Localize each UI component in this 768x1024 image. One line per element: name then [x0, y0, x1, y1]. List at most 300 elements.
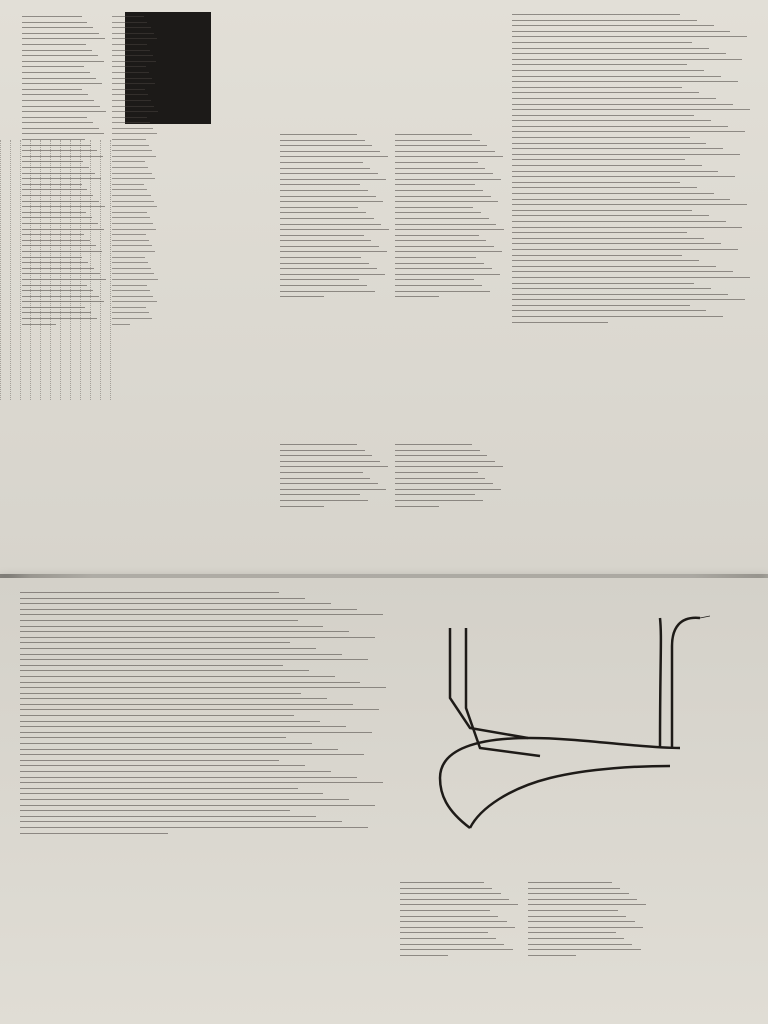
- text-line-placeholder: [112, 318, 152, 319]
- text-line-placeholder: [22, 167, 89, 168]
- text-line-placeholder: [280, 461, 380, 462]
- text-line-placeholder: [112, 285, 147, 286]
- text-line-placeholder: [280, 151, 380, 152]
- text-line-placeholder: [112, 61, 156, 62]
- text-line-placeholder: [112, 161, 145, 162]
- toc-row: [10, 140, 20, 400]
- text-line-placeholder: [400, 916, 498, 917]
- text-line-placeholder: [395, 212, 481, 213]
- text-line-placeholder: [395, 162, 478, 163]
- text-line-placeholder: [512, 148, 723, 149]
- text-line-placeholder: [22, 50, 92, 51]
- text-line-placeholder: [112, 268, 151, 269]
- text-line-placeholder: [112, 178, 155, 179]
- text-line-placeholder: [112, 55, 153, 56]
- text-line-placeholder: [112, 245, 152, 246]
- text-line-placeholder: [112, 66, 146, 67]
- text-line-placeholder: [112, 189, 147, 190]
- text-line-placeholder: [512, 42, 692, 43]
- text-line-placeholder: [512, 104, 733, 105]
- text-line-placeholder: [112, 44, 147, 45]
- text-line-placeholder: [22, 312, 91, 313]
- text-line-placeholder: [22, 150, 97, 151]
- text-line-placeholder: [395, 483, 493, 484]
- text-line-placeholder: [512, 182, 680, 183]
- text-line-placeholder: [512, 59, 742, 60]
- text-line-placeholder: [112, 212, 147, 213]
- text-line-placeholder: [112, 122, 150, 123]
- text-line-placeholder: [400, 927, 515, 928]
- bottom-text-col-2: [528, 878, 648, 1018]
- text-line-placeholder: [22, 273, 100, 274]
- text-line-placeholder: [280, 506, 324, 507]
- text-line-placeholder: [20, 799, 349, 800]
- text-line-placeholder: [22, 122, 93, 123]
- text-line-placeholder: [280, 218, 374, 219]
- text-line-placeholder: [512, 299, 745, 300]
- text-line-placeholder: [280, 179, 386, 180]
- text-column-5: [280, 440, 390, 560]
- text-line-placeholder: [512, 204, 747, 205]
- text-line-placeholder: [280, 251, 387, 252]
- text-line-placeholder: [112, 251, 155, 252]
- text-column-7: [512, 10, 752, 568]
- text-line-placeholder: [512, 64, 687, 65]
- text-line-placeholder: [20, 827, 368, 828]
- text-line-placeholder: [20, 749, 338, 750]
- text-line-placeholder: [395, 207, 473, 208]
- text-line-placeholder: [280, 296, 324, 297]
- text-line-placeholder: [20, 833, 168, 834]
- text-line-placeholder: [22, 44, 86, 45]
- text-line-placeholder: [22, 290, 93, 291]
- text-line-placeholder: [20, 665, 283, 666]
- text-line-placeholder: [20, 721, 320, 722]
- text-line-placeholder: [20, 704, 353, 705]
- text-column-3: [280, 130, 390, 420]
- text-line-placeholder: [512, 120, 711, 121]
- text-line-placeholder: [112, 257, 145, 258]
- text-line-placeholder: [20, 676, 335, 677]
- text-line-placeholder: [400, 921, 507, 922]
- text-line-placeholder: [528, 904, 646, 905]
- text-line-placeholder: [280, 224, 381, 225]
- text-line-placeholder: [22, 133, 104, 134]
- text-line-placeholder: [395, 455, 487, 456]
- text-line-placeholder: [512, 260, 699, 261]
- text-line-placeholder: [400, 955, 448, 956]
- text-line-placeholder: [512, 249, 738, 250]
- text-line-placeholder: [280, 162, 363, 163]
- text-line-placeholder: [395, 190, 483, 191]
- text-line-placeholder: [22, 156, 103, 157]
- text-line-placeholder: [22, 268, 94, 269]
- text-line-placeholder: [112, 223, 153, 224]
- text-line-placeholder: [512, 232, 687, 233]
- text-line-placeholder: [20, 715, 294, 716]
- text-line-placeholder: [112, 94, 148, 95]
- text-line-placeholder: [22, 245, 96, 246]
- text-line-placeholder: [112, 296, 153, 297]
- text-line-placeholder: [20, 754, 364, 755]
- text-line-placeholder: [112, 290, 150, 291]
- text-line-placeholder: [512, 81, 738, 82]
- text-line-placeholder: [395, 257, 476, 258]
- text-line-placeholder: [22, 318, 97, 319]
- text-line-placeholder: [280, 268, 377, 269]
- text-line-placeholder: [512, 137, 690, 138]
- anatomy-figure: [410, 598, 710, 848]
- text-line-placeholder: [512, 271, 733, 272]
- text-line-placeholder: [280, 285, 367, 286]
- text-line-placeholder: [112, 16, 144, 17]
- text-line-placeholder: [280, 240, 371, 241]
- text-line-placeholder: [112, 145, 149, 146]
- text-line-placeholder: [22, 139, 85, 140]
- text-line-placeholder: [112, 38, 157, 39]
- text-line-placeholder: [112, 78, 152, 79]
- text-line-placeholder: [395, 450, 480, 451]
- toc-row: [0, 140, 10, 400]
- text-line-placeholder: [280, 274, 385, 275]
- text-line-placeholder: [512, 294, 728, 295]
- text-line-placeholder: [20, 788, 298, 789]
- text-line-placeholder: [22, 83, 102, 84]
- text-line-placeholder: [112, 262, 148, 263]
- text-line-placeholder: [22, 201, 99, 202]
- text-line-placeholder: [22, 55, 98, 56]
- text-line-placeholder: [395, 184, 475, 185]
- text-line-placeholder: [528, 944, 632, 945]
- text-line-placeholder: [528, 916, 626, 917]
- text-line-placeholder: [395, 268, 492, 269]
- text-line-placeholder: [400, 932, 488, 933]
- text-line-placeholder: [395, 285, 482, 286]
- text-line-placeholder: [395, 156, 503, 157]
- text-line-placeholder: [395, 201, 498, 202]
- text-line-placeholder: [22, 22, 87, 23]
- text-line-placeholder: [280, 229, 389, 230]
- text-line-placeholder: [528, 893, 629, 894]
- text-line-placeholder: [528, 949, 641, 950]
- text-line-placeholder: [112, 195, 151, 196]
- text-line-placeholder: [395, 263, 484, 264]
- text-line-placeholder: [280, 190, 368, 191]
- text-line-placeholder: [112, 139, 146, 140]
- text-line-placeholder: [20, 642, 290, 643]
- text-line-placeholder: [112, 184, 144, 185]
- text-line-placeholder: [20, 609, 357, 610]
- text-line-placeholder: [22, 206, 105, 207]
- text-line-placeholder: [280, 500, 368, 501]
- text-line-placeholder: [512, 131, 745, 132]
- text-line-placeholder: [528, 882, 612, 883]
- text-line-placeholder: [395, 466, 503, 467]
- text-line-placeholder: [512, 243, 721, 244]
- text-line-placeholder: [512, 305, 690, 306]
- text-line-placeholder: [395, 224, 496, 225]
- text-line-placeholder: [280, 201, 383, 202]
- text-line-placeholder: [280, 212, 366, 213]
- text-line-placeholder: [512, 143, 706, 144]
- text-line-placeholder: [395, 235, 479, 236]
- text-line-placeholder: [280, 168, 370, 169]
- text-line-placeholder: [22, 145, 91, 146]
- text-line-placeholder: [22, 33, 99, 34]
- text-line-placeholder: [512, 310, 706, 311]
- text-line-placeholder: [22, 27, 93, 28]
- text-line-placeholder: [512, 76, 721, 77]
- text-line-placeholder: [112, 167, 148, 168]
- text-line-placeholder: [395, 168, 485, 169]
- text-line-placeholder: [20, 709, 379, 710]
- text-line-placeholder: [512, 199, 730, 200]
- text-line-placeholder: [280, 472, 363, 473]
- text-line-placeholder: [528, 927, 643, 928]
- text-line-placeholder: [112, 279, 158, 280]
- text-line-placeholder: [112, 307, 146, 308]
- text-line-placeholder: [512, 126, 728, 127]
- text-line-placeholder: [20, 670, 309, 671]
- text-line-placeholder: [22, 173, 95, 174]
- text-line-placeholder: [395, 472, 478, 473]
- text-line-placeholder: [528, 938, 624, 939]
- text-line-placeholder: [22, 217, 92, 218]
- text-line-placeholder: [280, 235, 364, 236]
- text-line-placeholder: [395, 489, 501, 490]
- text-line-placeholder: [112, 128, 153, 129]
- text-line-placeholder: [512, 187, 697, 188]
- text-line-placeholder: [20, 805, 375, 806]
- text-line-placeholder: [20, 603, 331, 604]
- text-line-placeholder: [112, 150, 152, 151]
- text-line-placeholder: [512, 255, 682, 256]
- text-line-placeholder: [22, 111, 106, 112]
- text-line-placeholder: [512, 283, 694, 284]
- text-line-placeholder: [512, 87, 682, 88]
- text-line-placeholder: [280, 466, 388, 467]
- text-column-4: [395, 130, 505, 420]
- text-line-placeholder: [20, 777, 357, 778]
- text-line-placeholder: [528, 932, 616, 933]
- text-line-placeholder: [512, 210, 692, 211]
- text-line-placeholder: [20, 737, 286, 738]
- text-line-placeholder: [20, 592, 279, 593]
- text-line-placeholder: [512, 227, 742, 228]
- text-line-placeholder: [20, 726, 346, 727]
- text-line-placeholder: [512, 31, 730, 32]
- text-line-placeholder: [22, 212, 86, 213]
- text-line-placeholder: [112, 72, 149, 73]
- text-line-placeholder: [112, 33, 154, 34]
- text-line-placeholder: [22, 89, 82, 90]
- text-line-placeholder: [20, 620, 298, 621]
- text-line-placeholder: [280, 263, 369, 264]
- text-line-placeholder: [280, 291, 375, 292]
- text-line-placeholder: [22, 161, 83, 162]
- bottom-text-col-3: [20, 588, 390, 1018]
- text-line-placeholder: [22, 100, 94, 101]
- text-line-placeholder: [22, 184, 82, 185]
- text-line-placeholder: [20, 659, 368, 660]
- text-line-placeholder: [395, 291, 490, 292]
- text-line-placeholder: [20, 743, 312, 744]
- text-line-placeholder: [395, 274, 500, 275]
- text-line-placeholder: [395, 279, 474, 280]
- text-line-placeholder: [280, 134, 357, 135]
- text-line-placeholder: [22, 16, 82, 17]
- text-line-placeholder: [395, 494, 475, 495]
- text-line-placeholder: [112, 312, 149, 313]
- text-line-placeholder: [395, 196, 491, 197]
- text-line-placeholder: [22, 106, 100, 107]
- text-line-placeholder: [512, 221, 726, 222]
- text-line-placeholder: [20, 693, 301, 694]
- text-line-placeholder: [395, 296, 439, 297]
- text-line-placeholder: [22, 324, 56, 325]
- text-line-placeholder: [512, 171, 718, 172]
- text-line-placeholder: [22, 307, 85, 308]
- text-line-placeholder: [20, 654, 342, 655]
- text-line-placeholder: [22, 61, 104, 62]
- text-line-placeholder: [395, 134, 472, 135]
- text-line-placeholder: [112, 156, 156, 157]
- text-line-placeholder: [512, 159, 685, 160]
- text-line-placeholder: [112, 324, 130, 325]
- text-line-placeholder: [22, 178, 101, 179]
- text-line-placeholder: [512, 277, 750, 278]
- text-line-placeholder: [112, 201, 154, 202]
- text-line-placeholder: [20, 765, 305, 766]
- text-line-placeholder: [22, 257, 82, 258]
- text-line-placeholder: [22, 251, 102, 252]
- text-line-placeholder: [112, 111, 158, 112]
- text-line-placeholder: [400, 899, 509, 900]
- text-line-placeholder: [512, 322, 608, 323]
- text-line-placeholder: [528, 921, 635, 922]
- text-line-placeholder: [20, 821, 342, 822]
- text-line-placeholder: [20, 816, 316, 817]
- text-line-placeholder: [395, 500, 483, 501]
- text-line-placeholder: [395, 218, 489, 219]
- text-line-placeholder: [512, 215, 709, 216]
- text-line-placeholder: [512, 193, 714, 194]
- text-line-placeholder: [22, 72, 90, 73]
- text-line-placeholder: [512, 53, 726, 54]
- text-line-placeholder: [112, 173, 152, 174]
- text-line-placeholder: [20, 793, 323, 794]
- text-line-placeholder: [112, 83, 155, 84]
- text-line-placeholder: [512, 154, 740, 155]
- text-line-placeholder: [280, 489, 386, 490]
- text-line-placeholder: [395, 251, 502, 252]
- text-line-placeholder: [280, 257, 361, 258]
- text-line-placeholder: [22, 223, 98, 224]
- text-column-1: [22, 12, 107, 564]
- text-line-placeholder: [22, 285, 87, 286]
- text-line-placeholder: [395, 179, 501, 180]
- text-line-placeholder: [112, 106, 154, 107]
- text-line-placeholder: [112, 27, 151, 28]
- text-line-placeholder: [20, 732, 372, 733]
- text-line-placeholder: [528, 899, 637, 900]
- text-line-placeholder: [395, 240, 486, 241]
- bottom-text-col-1: [400, 878, 520, 1018]
- text-line-placeholder: [400, 888, 492, 889]
- text-line-placeholder: [280, 196, 376, 197]
- text-line-placeholder: [112, 100, 151, 101]
- text-line-placeholder: [22, 117, 87, 118]
- text-line-placeholder: [400, 893, 501, 894]
- text-column-6: [395, 440, 505, 560]
- text-line-placeholder: [395, 151, 495, 152]
- text-line-placeholder: [20, 698, 327, 699]
- text-line-placeholder: [280, 450, 365, 451]
- text-line-placeholder: [22, 94, 88, 95]
- text-line-placeholder: [400, 944, 504, 945]
- text-line-placeholder: [22, 38, 105, 39]
- text-line-placeholder: [280, 483, 378, 484]
- text-line-placeholder: [20, 810, 290, 811]
- text-line-placeholder: [280, 455, 372, 456]
- text-line-placeholder: [395, 461, 495, 462]
- text-line-placeholder: [280, 444, 357, 445]
- text-line-placeholder: [395, 506, 439, 507]
- text-line-placeholder: [395, 444, 472, 445]
- text-line-placeholder: [22, 229, 104, 230]
- text-line-placeholder: [112, 234, 146, 235]
- text-line-placeholder: [512, 48, 709, 49]
- text-line-placeholder: [112, 117, 147, 118]
- text-line-placeholder: [280, 156, 388, 157]
- text-line-placeholder: [280, 184, 360, 185]
- text-line-placeholder: [22, 240, 90, 241]
- text-line-placeholder: [395, 145, 487, 146]
- text-line-placeholder: [400, 938, 496, 939]
- text-line-placeholder: [512, 70, 704, 71]
- text-line-placeholder: [20, 782, 383, 783]
- text-line-placeholder: [280, 140, 365, 141]
- text-line-placeholder: [395, 246, 494, 247]
- text-line-placeholder: [400, 904, 518, 905]
- text-line-placeholder: [512, 14, 680, 15]
- text-line-placeholder: [280, 246, 379, 247]
- text-line-placeholder: [112, 301, 157, 302]
- text-line-placeholder: [395, 173, 493, 174]
- text-line-placeholder: [280, 478, 370, 479]
- text-line-placeholder: [22, 296, 99, 297]
- text-line-placeholder: [512, 165, 702, 166]
- text-line-placeholder: [22, 78, 96, 79]
- text-line-placeholder: [395, 229, 504, 230]
- text-line-placeholder: [20, 648, 316, 649]
- text-line-placeholder: [512, 98, 716, 99]
- text-line-placeholder: [22, 262, 88, 263]
- text-line-placeholder: [20, 614, 383, 615]
- text-line-placeholder: [22, 195, 93, 196]
- text-line-placeholder: [22, 301, 104, 302]
- text-line-placeholder: [20, 631, 349, 632]
- text-line-placeholder: [112, 89, 145, 90]
- text-line-placeholder: [512, 316, 723, 317]
- text-line-placeholder: [512, 176, 735, 177]
- text-line-placeholder: [512, 25, 714, 26]
- bottom-page: [0, 578, 768, 1024]
- text-line-placeholder: [20, 771, 331, 772]
- text-line-placeholder: [20, 598, 305, 599]
- text-line-placeholder: [20, 682, 360, 683]
- text-line-placeholder: [20, 626, 323, 627]
